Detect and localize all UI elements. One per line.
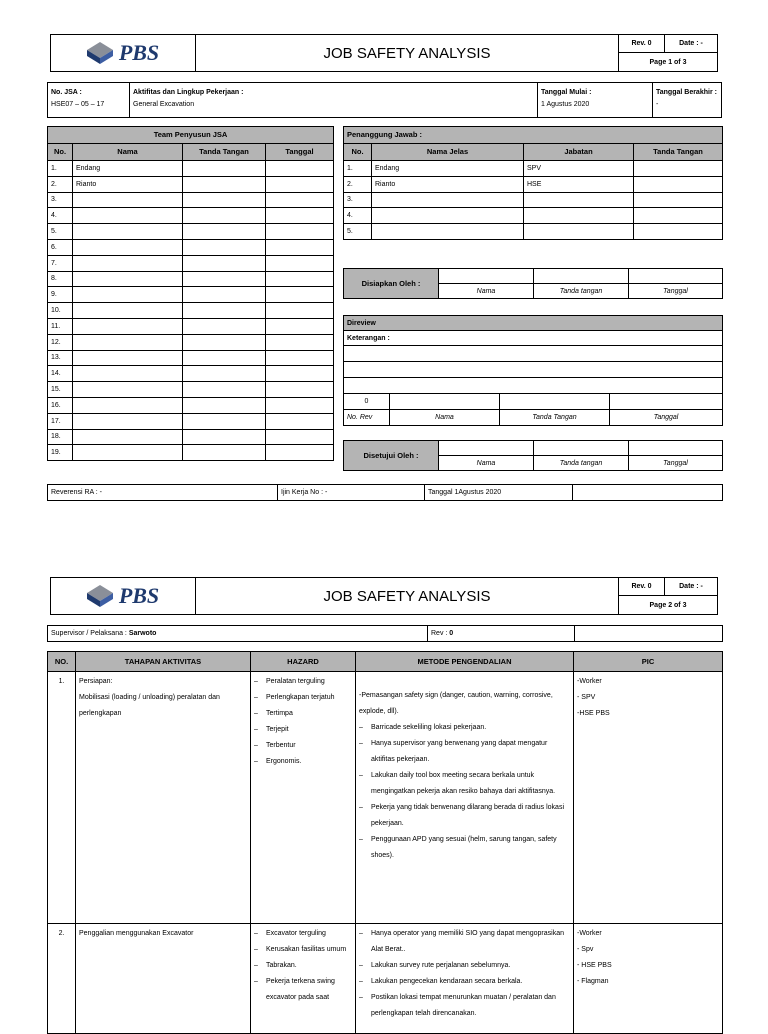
team-row-nama xyxy=(73,303,183,319)
logo-text: PBS xyxy=(118,40,160,65)
pj-row-nama: Endang xyxy=(372,161,524,177)
team-row-tanggal xyxy=(266,239,334,255)
pj-row-tanda-tangan xyxy=(634,224,723,240)
activity-row xyxy=(48,924,723,1034)
activity-row xyxy=(48,672,723,924)
pj-title: Penanggung Jawab : xyxy=(344,127,723,144)
pj-row-nama: Rianto xyxy=(372,176,524,192)
team-row xyxy=(48,239,334,255)
team-row xyxy=(48,445,334,461)
pj-row xyxy=(344,161,723,177)
tanggal-berakhir-cell xyxy=(653,83,721,117)
disetujui-tanggal-label: Tanggal xyxy=(629,456,723,471)
team-row-no: 9. xyxy=(48,287,73,303)
team-row-tanda-tangan xyxy=(183,255,266,271)
team-row-tanggal xyxy=(266,366,334,382)
activity-metode xyxy=(356,672,574,924)
disiapkan-tanggal-label: Tanggal xyxy=(629,284,723,299)
tanggal-mulai-cell xyxy=(538,83,653,117)
header-metode: METODE PENGENDALIAN xyxy=(356,652,574,672)
supervisor-row xyxy=(47,625,723,642)
team-row xyxy=(48,318,334,334)
team-row xyxy=(48,287,334,303)
review-tanggal-label: Tanggal xyxy=(610,410,723,426)
team-row-tanggal xyxy=(266,303,334,319)
activity-rows xyxy=(48,672,723,1034)
ijin-kerja: Ijin Kerja No : - xyxy=(278,485,425,501)
hazard-item: – Tertimpa xyxy=(254,706,352,722)
team-row-nama xyxy=(73,271,183,287)
team-row-tanda-tangan xyxy=(183,429,266,445)
hazard-item: – Terbentur xyxy=(254,738,352,754)
metode-intro: -Pemasangan safety sign (danger, caution, warning, corrosive, explode, dll). xyxy=(359,692,553,715)
metode-item: – Lakukan pengecekan kendaraan secara berkala. xyxy=(359,974,570,990)
team-row-nama xyxy=(73,366,183,382)
team-row-no: 10. xyxy=(48,303,73,319)
pbs-logo-icon xyxy=(87,42,113,64)
hazard-item: – Kerusakan fasilitas umum xyxy=(254,942,352,958)
team-row xyxy=(48,271,334,287)
metode-item: – Barricade sekeliling lokasi pekerjaan. xyxy=(359,720,570,736)
team-row-tanggal xyxy=(266,397,334,413)
supervisor-value: Sarwoto xyxy=(128,630,157,637)
metode-item: – Penggunaan APD yang sesuai (helm, sarung tangan, safety shoes). xyxy=(359,832,570,864)
team-row-no: 5. xyxy=(48,224,73,240)
jsa-activity-table xyxy=(47,651,723,1034)
team-row-tanggal xyxy=(266,413,334,429)
keterangan-line xyxy=(344,378,723,394)
team-row-tanggal xyxy=(266,350,334,366)
team-row-tanggal xyxy=(266,255,334,271)
hazard-item: – Perlengkapan terjatuh xyxy=(254,690,352,706)
team-header-tanggal: Tanggal xyxy=(266,144,334,161)
team-row xyxy=(48,429,334,445)
pic-item: -Worker xyxy=(577,930,602,937)
team-row-tanggal xyxy=(266,224,334,240)
pj-row xyxy=(344,176,723,192)
team-row xyxy=(48,334,334,350)
pj-row xyxy=(344,208,723,224)
team-row-tanggal xyxy=(266,334,334,350)
metode-item: – Lakukan survey rute perjalanan sebelumnya. xyxy=(359,958,570,974)
tahapan-line: Mobilisasi (loading / unloading) peralatan dan perlengkapan xyxy=(79,694,220,717)
page1-footer-table xyxy=(47,484,723,501)
direview-table xyxy=(343,315,723,426)
metode-item: – Lakukan daily tool box meeting secara berkala untuk mengingatkan pekerja akan resiko bahaya dari aktifitasnya. xyxy=(359,768,570,800)
team-title: Team Penyusun JSA xyxy=(48,127,334,144)
tanggal-berakhir-value: - xyxy=(656,101,659,108)
team-row-no: 1. xyxy=(48,161,73,177)
team-header-no: No. xyxy=(48,144,73,161)
no-jsa-value: HSE07 – 05 – 17 xyxy=(51,101,105,108)
activity-pic xyxy=(574,672,723,924)
team-row-tanda-tangan xyxy=(183,366,266,382)
activity-pic xyxy=(574,924,723,1034)
disetujui-table xyxy=(343,440,723,471)
team-row-nama xyxy=(73,192,183,208)
team-row-no: 8. xyxy=(48,271,73,287)
team-row-tanda-tangan xyxy=(183,413,266,429)
team-header-tanda-tangan: Tanda Tangan xyxy=(183,144,266,161)
team-row xyxy=(48,303,334,319)
team-row-nama xyxy=(73,429,183,445)
team-row-tanda-tangan xyxy=(183,176,266,192)
team-row-no: 3. xyxy=(48,192,73,208)
team-row-no: 16. xyxy=(48,397,73,413)
page1-header xyxy=(50,34,718,72)
pj-row-no: 1. xyxy=(344,161,372,177)
team-row-no: 15. xyxy=(48,382,73,398)
pj-row-jabatan: SPV xyxy=(524,161,634,177)
team-row xyxy=(48,397,334,413)
aktifitas-value: General Excavation xyxy=(133,101,195,108)
header-hazard: HAZARD xyxy=(251,652,356,672)
logo xyxy=(51,35,196,71)
aktifitas-label: Aktifitas dan Lingkup Pekerjaan : xyxy=(133,89,244,96)
team-row xyxy=(48,161,334,177)
team-row-nama xyxy=(73,350,183,366)
team-row-no: 4. xyxy=(48,208,73,224)
team-row-tanggal xyxy=(266,208,334,224)
pic-item: -HSE PBS xyxy=(577,710,610,717)
team-row xyxy=(48,176,334,192)
pbs-logo-icon xyxy=(87,585,113,607)
team-row-no: 6. xyxy=(48,239,73,255)
team-row-tanda-tangan xyxy=(183,192,266,208)
team-row-tanda-tangan xyxy=(183,224,266,240)
date: Date : - xyxy=(665,578,717,596)
aktifitas-cell xyxy=(130,83,538,117)
team-row-tanda-tangan xyxy=(183,161,266,177)
page-number: Page 1 of 3 xyxy=(649,58,687,66)
hazard-item: – Peralatan terguling xyxy=(254,674,352,690)
pj-row-no: 2. xyxy=(344,176,372,192)
disiapkan-tanda-tangan-label: Tanda tangan xyxy=(534,284,629,299)
tanggal-mulai-value: 1 Agustus 2020 xyxy=(541,101,590,108)
metode-item: – Hanya operator yang memiliki SIO yang dapat mengoprasikan Alat Berat.. xyxy=(359,926,570,958)
team-row-tanggal xyxy=(266,176,334,192)
team-row xyxy=(48,366,334,382)
page-number: Page 2 of 3 xyxy=(649,601,687,609)
team-row-nama xyxy=(73,239,183,255)
pj-row-tanda-tangan xyxy=(634,208,723,224)
team-row-nama xyxy=(73,287,183,303)
team-row-nama xyxy=(73,413,183,429)
team-row-tanda-tangan xyxy=(183,318,266,334)
team-row-nama xyxy=(73,382,183,398)
team-row-tanggal xyxy=(266,161,334,177)
pj-row-jabatan xyxy=(524,208,634,224)
tanggal-berakhir-label: Tanggal Berakhir : xyxy=(656,89,717,96)
team-row-tanda-tangan xyxy=(183,382,266,398)
pj-row-nama xyxy=(372,224,524,240)
team-row-no: 11. xyxy=(48,318,73,334)
disiapkan-nama-label: Nama xyxy=(439,284,534,299)
logo xyxy=(51,578,196,614)
review-tanda-tangan-label: Tanda Tangan xyxy=(500,410,610,426)
activity-metode xyxy=(356,924,574,1034)
team-row-tanda-tangan xyxy=(183,239,266,255)
rev-cell xyxy=(428,626,575,642)
team-row-tanda-tangan xyxy=(183,287,266,303)
team-row-tanda-tangan xyxy=(183,303,266,319)
pic-item: - Flagman xyxy=(577,978,609,985)
hazard-item: – Tabrakan. xyxy=(254,958,352,974)
metode-item: – Postikan lokasi tempat menurunkan muatan / peralatan dan perlengkapan telah direncanakan. xyxy=(359,990,570,1022)
team-row-no: 12. xyxy=(48,334,73,350)
team-row-nama xyxy=(73,224,183,240)
team-rows xyxy=(48,161,334,461)
hazard-item: – Pekerja terkena swing excavator pada saat xyxy=(254,974,352,1006)
disetujui-nama-label: Nama xyxy=(439,456,534,471)
referensi-ra: Reverensi RA : - xyxy=(48,485,278,501)
pj-header-no: No. xyxy=(344,144,372,161)
pic-item: - Spv xyxy=(577,946,594,953)
review-rev-value: 0 xyxy=(344,394,390,410)
hazard-item: – Ergonomis. xyxy=(254,754,352,770)
hazard-item: – Terjepit xyxy=(254,722,352,738)
no-jsa-label: No. JSA : xyxy=(51,89,82,96)
jsa-info-row xyxy=(47,82,722,118)
supervisor-label: Supervisor / Pelaksana : xyxy=(51,630,129,637)
document-title: JOB SAFETY ANALYSIS xyxy=(196,35,619,71)
no-jsa-cell xyxy=(48,83,130,117)
team-row-tanda-tangan xyxy=(183,334,266,350)
team-row xyxy=(48,350,334,366)
team-row-nama xyxy=(73,208,183,224)
team-row-no: 7. xyxy=(48,255,73,271)
pj-header-nama-jelas: Nama Jelas xyxy=(372,144,524,161)
penanggung-jawab-table xyxy=(343,126,723,240)
activity-hazard xyxy=(251,924,356,1034)
metode-item: – Hanya supervisor yang berwenang yang dapat mengatur aktifitas pekerjaan. xyxy=(359,736,570,768)
disetujui-label: Disetujui Oleh : xyxy=(344,441,439,471)
team-row-no: 2. xyxy=(48,176,73,192)
tanggal-footer: Tanggal 1Agustus 2020 xyxy=(425,485,573,501)
team-row-tanggal xyxy=(266,271,334,287)
supervisor-cell xyxy=(48,626,428,642)
revision: Rev. 0 xyxy=(619,35,665,53)
rev-value: 0 xyxy=(449,630,454,637)
team-penyusun-table xyxy=(47,126,334,461)
team-row-no: 14. xyxy=(48,366,73,382)
metode-item: – Pekerja yang tidak berwenang dilarang berada di radius lokasi pekerjaan. xyxy=(359,800,570,832)
activity-no: 1. xyxy=(48,672,76,924)
team-row xyxy=(48,413,334,429)
activity-tahapan xyxy=(76,672,251,924)
team-row-nama xyxy=(73,397,183,413)
page2-header xyxy=(50,577,718,615)
tanggal-mulai-label: Tanggal Mulai : xyxy=(541,89,592,96)
pic-item: - SPV xyxy=(577,694,596,701)
pj-row xyxy=(344,192,723,208)
pic-item: - HSE PBS xyxy=(577,962,612,969)
team-row-nama: Endang xyxy=(73,161,183,177)
team-row-tanggal xyxy=(266,318,334,334)
pj-row-no: 4. xyxy=(344,208,372,224)
keterangan-label: Keterangan : xyxy=(344,331,723,346)
pj-row-no: 3. xyxy=(344,192,372,208)
team-row-no: 18. xyxy=(48,429,73,445)
team-row-no: 17. xyxy=(48,413,73,429)
team-row-nama xyxy=(73,318,183,334)
team-row-no: 19. xyxy=(48,445,73,461)
pj-rows xyxy=(344,161,723,240)
team-row-no: 13. xyxy=(48,350,73,366)
pj-row-tanda-tangan xyxy=(634,161,723,177)
team-row-tanda-tangan xyxy=(183,208,266,224)
activity-tahapan xyxy=(76,924,251,1034)
pj-header-tanda-tangan: Tanda Tangan xyxy=(634,144,723,161)
pj-row xyxy=(344,224,723,240)
team-row xyxy=(48,192,334,208)
team-row-tanggal xyxy=(266,287,334,303)
team-row-tanggal xyxy=(266,429,334,445)
pj-row-nama xyxy=(372,208,524,224)
pj-row-jabatan xyxy=(524,192,634,208)
review-no-rev-label: No. Rev xyxy=(344,410,390,426)
team-row xyxy=(48,208,334,224)
direview-label: Direview xyxy=(344,316,723,331)
revision: Rev. 0 xyxy=(619,578,665,596)
date: Date : - xyxy=(665,35,717,53)
pj-row-no: 5. xyxy=(344,224,372,240)
team-row-tanda-tangan xyxy=(183,271,266,287)
pj-row-tanda-tangan xyxy=(634,176,723,192)
team-row-nama xyxy=(73,255,183,271)
header-pic: PIC xyxy=(574,652,723,672)
keterangan-line xyxy=(344,362,723,378)
team-header-nama: Nama xyxy=(73,144,183,161)
activity-no: 2. xyxy=(48,924,76,1034)
pj-header-jabatan: Jabatan xyxy=(524,144,634,161)
pj-row-nama xyxy=(372,192,524,208)
disiapkan-table xyxy=(343,268,723,299)
logo-text: PBS xyxy=(118,583,160,608)
document-title: JOB SAFETY ANALYSIS xyxy=(196,578,619,614)
team-row-tanda-tangan xyxy=(183,350,266,366)
team-row-tanda-tangan xyxy=(183,445,266,461)
team-row-nama xyxy=(73,334,183,350)
team-row-tanggal xyxy=(266,192,334,208)
team-row-nama xyxy=(73,445,183,461)
pic-item: -Worker xyxy=(577,678,602,685)
review-nama-label: Nama xyxy=(390,410,500,426)
header-no: NO. xyxy=(48,652,76,672)
pj-row-tanda-tangan xyxy=(634,192,723,208)
keterangan-line xyxy=(344,346,723,362)
disiapkan-label: Disiapkan Oleh : xyxy=(344,269,439,299)
tahapan-line: Penggalian menggunakan Excavator xyxy=(79,930,194,937)
team-row-nama: Rianto xyxy=(73,176,183,192)
tahapan-line: Persiapan: xyxy=(79,678,113,685)
team-row-tanda-tangan xyxy=(183,397,266,413)
header-tahapan: TAHAPAN AKTIVITAS xyxy=(76,652,251,672)
pj-row-jabatan: HSE xyxy=(524,176,634,192)
team-row xyxy=(48,224,334,240)
disetujui-tanda-tangan-label: Tanda tangan xyxy=(534,456,629,471)
team-row xyxy=(48,255,334,271)
activity-hazard xyxy=(251,672,356,924)
rev-label: Rev : xyxy=(431,630,450,637)
team-row-tanggal xyxy=(266,382,334,398)
hazard-item: – Excavator terguling xyxy=(254,926,352,942)
pj-row-jabatan xyxy=(524,224,634,240)
team-row-tanggal xyxy=(266,445,334,461)
team-row xyxy=(48,382,334,398)
